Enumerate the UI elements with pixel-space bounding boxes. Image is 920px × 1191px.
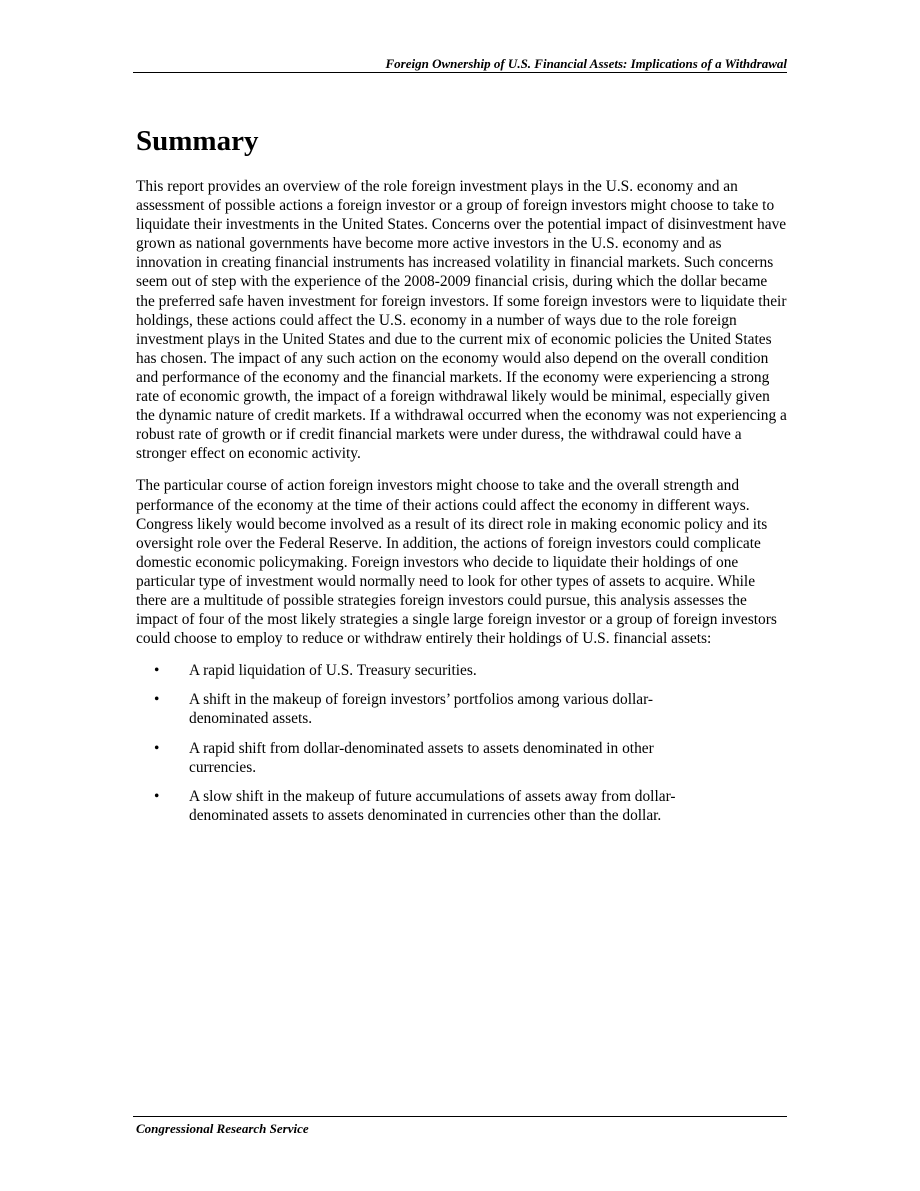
bullet-icon: • [154, 787, 160, 805]
summary-paragraph-2: The particular course of action foreign investors might choose to take and the overall strength and performance of the economy at the time of their actions could affect the economy in different ways. Congress likely would become involved as a result of its direct role in making economic policy and its oversight role over the Federal Reserve. In addition, the actions of foreign investors could complicate domestic economic policymaking. Foreign investors who decide to liquidate their holdings of one particular type of investment would normally need to look for other types of assets to acquire. While there are a multitude of possible strategies foreign investors could pursue, this analysis assesses the impact of four of the most likely strategies a single large foreign investor or a group of foreign investors could choose to employ to reduce or withdraw entirely their holdings of U.S. financial assets: [136, 477, 777, 648]
bullet-text: A rapid shift from dollar-denominated assets to assets denominated in other currencies. [189, 739, 654, 776]
footer-divider [133, 1116, 787, 1117]
bullet-icon: • [154, 662, 160, 680]
bullet-text: A slow shift in the makeup of future accumulations of assets away from dollar-denominated assets to assets denominated in currencies other than the dollar. [189, 787, 676, 824]
strategy-bullet-list [136, 661, 787, 825]
footer-organization: Congressional Research Service [136, 1121, 309, 1136]
bullet-item [136, 661, 689, 680]
summary-body [136, 177, 787, 835]
summary-paragraph-1: This report provides an overview of the role foreign investment plays in the U.S. economy and an assessment of possible actions a foreign investor or a group of foreign investors might choose to take to liquidate their investments in the United States. Concerns over the potential impact of disinvestment have grown as national governments have become more active investors in the U.S. economy and as innovation in creating financial instruments has increased volatility in financial markets. Such concerns seem out of step with the experience of the 2008-2009 financial crisis, during which the dollar became the preferred safe haven investment for foreign investors. If some foreign investors were to liquidate their holdings, these actions could affect the U.S. economy in a number of ways due to the role foreign investment plays in the United States and due to the current mix of economic policies the United States has chosen. The impact of any such action on the economy would also depend on the overall condition and performance of the economy and the financial markets. If the economy were experiencing a strong rate of economic growth, the impact of a foreign withdrawal likely would be minimal, especially given the dynamic nature of credit markets. If a withdrawal occurred when the economy was not experiencing a robust rate of growth or if credit financial markets were under duress, the withdrawal could have a stronger effect on economic activity. [136, 178, 787, 463]
bullet-icon: • [154, 691, 160, 709]
header-divider [133, 72, 787, 73]
bullet-icon: • [154, 739, 160, 757]
bullet-text: A shift in the makeup of foreign investors’ portfolios among various dollar-denominated assets. [189, 691, 654, 728]
bullet-item [136, 739, 689, 777]
running-header-title: Foreign Ownership of U.S. Financial Assets: Implications of a Withdrawal [385, 56, 787, 71]
page-title: Summary [136, 125, 259, 157]
bullet-item [136, 787, 689, 825]
bullet-text: A rapid liquidation of U.S. Treasury securities. [189, 662, 477, 680]
bullet-item [136, 690, 689, 728]
